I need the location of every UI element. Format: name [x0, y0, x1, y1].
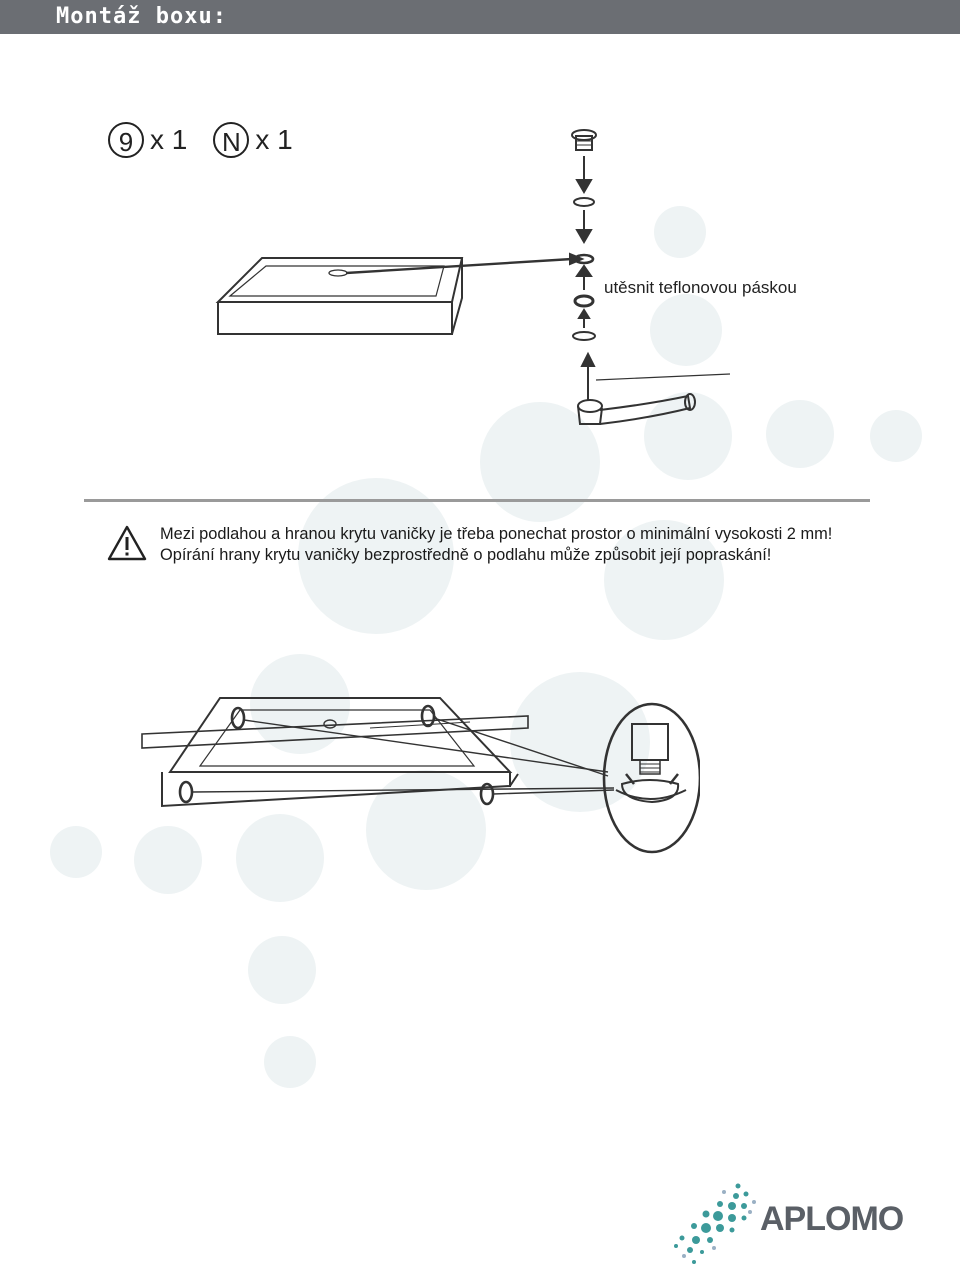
- header-bar: [0, 0, 960, 34]
- divider: [84, 499, 870, 502]
- part-n-count: x 1: [255, 124, 293, 155]
- tray-feet-diagram: [140, 690, 700, 860]
- part-n-badge: N: [213, 122, 249, 158]
- aplomo-logo-text: APLOMO: [760, 1200, 904, 1238]
- warning-text: Mezi podlahou a hranou krytu vaničky je třeba ponechat prostor o minimální vysokosti 2 mm! Opírání hrany krytu vaničky bezprostředně o podlahu může způsobit její popraskání!: [160, 525, 833, 564]
- part-9-badge: 9: [108, 122, 144, 158]
- tape-label: utěsnit teflonovou páskou: [604, 278, 797, 297]
- part-9-count: x 1: [150, 124, 188, 155]
- warning-triangle-icon: [106, 524, 148, 562]
- page-title: Montáž boxu:: [56, 4, 227, 29]
